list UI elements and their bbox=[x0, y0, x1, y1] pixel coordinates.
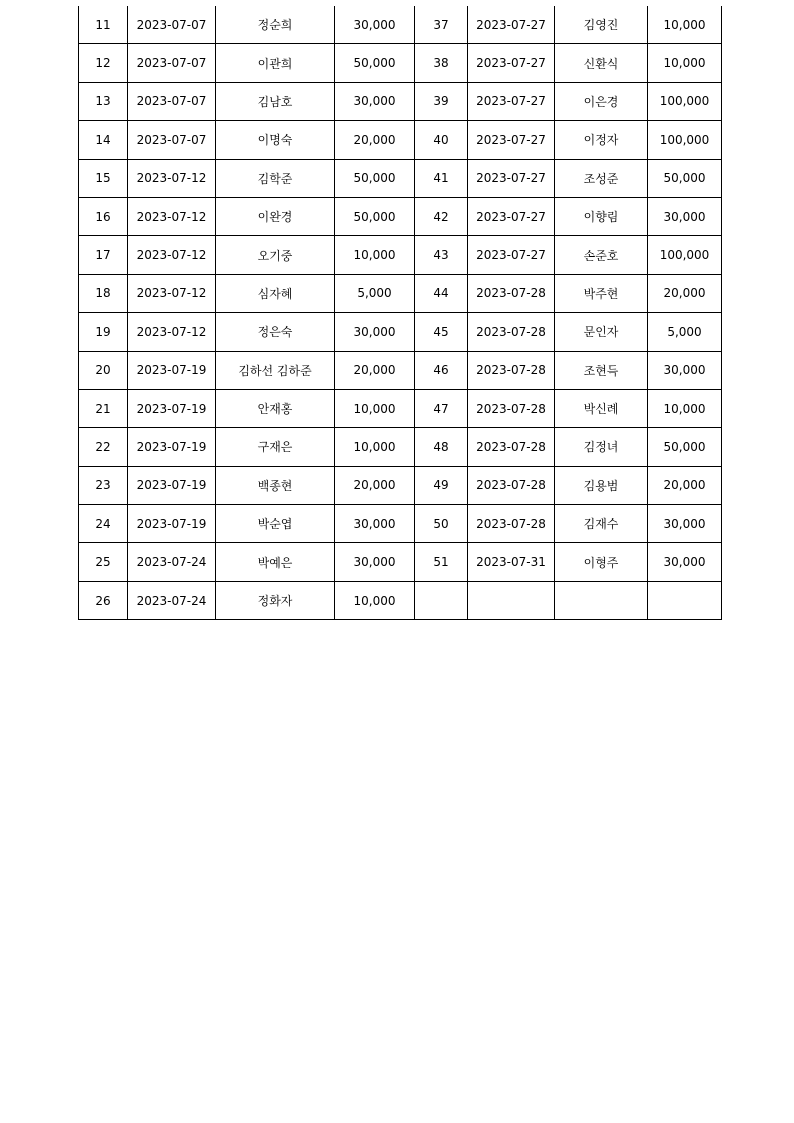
left-name-cell: 박순엽 bbox=[216, 505, 335, 543]
right-amount-cell: 30,000 bbox=[648, 543, 722, 581]
left-no-cell: 24 bbox=[79, 505, 128, 543]
right-amount-cell: 10,000 bbox=[648, 389, 722, 427]
left-name-cell: 김하선 김하준 bbox=[216, 351, 335, 389]
table-row bbox=[79, 543, 722, 581]
left-amount-cell: 10,000 bbox=[335, 428, 415, 466]
left-amount-cell: 50,000 bbox=[335, 44, 415, 82]
left-name-cell: 오기중 bbox=[216, 236, 335, 274]
right-amount-cell: 5,000 bbox=[648, 313, 722, 351]
left-date-cell: 2023-07-19 bbox=[128, 466, 216, 504]
right-amount-cell: 30,000 bbox=[648, 351, 722, 389]
left-date-cell: 2023-07-07 bbox=[128, 121, 216, 159]
table-row bbox=[79, 6, 722, 44]
right-amount-cell: 30,000 bbox=[648, 505, 722, 543]
right-date-cell: 2023-07-28 bbox=[468, 274, 555, 312]
right-name-cell: 조성준 bbox=[555, 159, 648, 197]
right-amount-cell: 10,000 bbox=[648, 44, 722, 82]
right-date-cell: 2023-07-28 bbox=[468, 428, 555, 466]
left-amount-cell: 10,000 bbox=[335, 236, 415, 274]
left-no-cell: 12 bbox=[79, 44, 128, 82]
left-name-cell: 이관희 bbox=[216, 44, 335, 82]
table-row bbox=[79, 313, 722, 351]
right-date-cell: 2023-07-27 bbox=[468, 44, 555, 82]
left-no-cell: 22 bbox=[79, 428, 128, 466]
right-amount-cell: 30,000 bbox=[648, 197, 722, 235]
table-row bbox=[79, 82, 722, 120]
right-name-cell: 박신례 bbox=[555, 389, 648, 427]
left-amount-cell: 30,000 bbox=[335, 505, 415, 543]
right-no-cell: 42 bbox=[415, 197, 468, 235]
right-date-cell: 2023-07-28 bbox=[468, 505, 555, 543]
right-amount-cell: 10,000 bbox=[648, 6, 722, 44]
right-name-cell: 김용범 bbox=[555, 466, 648, 504]
right-name-cell: 김영진 bbox=[555, 6, 648, 44]
left-no-cell: 11 bbox=[79, 6, 128, 44]
table-row bbox=[79, 505, 722, 543]
right-name-cell: 이정자 bbox=[555, 121, 648, 159]
left-date-cell: 2023-07-19 bbox=[128, 351, 216, 389]
right-name-cell: 신환식 bbox=[555, 44, 648, 82]
right-no-cell: 51 bbox=[415, 543, 468, 581]
left-date-cell: 2023-07-12 bbox=[128, 313, 216, 351]
right-amount-cell: 100,000 bbox=[648, 82, 722, 120]
left-date-cell: 2023-07-07 bbox=[128, 6, 216, 44]
left-name-cell: 정순희 bbox=[216, 6, 335, 44]
left-date-cell: 2023-07-07 bbox=[128, 82, 216, 120]
right-date-cell: 2023-07-28 bbox=[468, 466, 555, 504]
left-amount-cell: 10,000 bbox=[335, 581, 415, 619]
table-row bbox=[79, 581, 722, 619]
right-no-cell: 48 bbox=[415, 428, 468, 466]
right-date-cell: 2023-07-28 bbox=[468, 351, 555, 389]
right-no-cell: 46 bbox=[415, 351, 468, 389]
left-name-cell: 박예은 bbox=[216, 543, 335, 581]
left-amount-cell: 30,000 bbox=[335, 82, 415, 120]
left-name-cell: 안재홍 bbox=[216, 389, 335, 427]
right-amount-cell bbox=[648, 581, 722, 619]
donation-table bbox=[78, 6, 722, 620]
right-name-cell: 문인자 bbox=[555, 313, 648, 351]
left-no-cell: 25 bbox=[79, 543, 128, 581]
table-row bbox=[79, 389, 722, 427]
right-date-cell: 2023-07-27 bbox=[468, 197, 555, 235]
left-name-cell: 이완경 bbox=[216, 197, 335, 235]
table-row bbox=[79, 428, 722, 466]
left-no-cell: 16 bbox=[79, 197, 128, 235]
right-no-cell: 38 bbox=[415, 44, 468, 82]
right-no-cell: 47 bbox=[415, 389, 468, 427]
right-name-cell: 조현득 bbox=[555, 351, 648, 389]
right-name-cell: 이형주 bbox=[555, 543, 648, 581]
left-amount-cell: 5,000 bbox=[335, 274, 415, 312]
right-amount-cell: 100,000 bbox=[648, 236, 722, 274]
right-no-cell: 50 bbox=[415, 505, 468, 543]
right-no-cell: 44 bbox=[415, 274, 468, 312]
left-date-cell: 2023-07-24 bbox=[128, 543, 216, 581]
left-no-cell: 26 bbox=[79, 581, 128, 619]
left-amount-cell: 30,000 bbox=[335, 543, 415, 581]
right-name-cell: 박주현 bbox=[555, 274, 648, 312]
left-no-cell: 15 bbox=[79, 159, 128, 197]
right-date-cell: 2023-07-27 bbox=[468, 82, 555, 120]
table-row bbox=[79, 159, 722, 197]
table-row bbox=[79, 466, 722, 504]
right-name-cell: 손준호 bbox=[555, 236, 648, 274]
left-date-cell: 2023-07-12 bbox=[128, 159, 216, 197]
table-row bbox=[79, 351, 722, 389]
right-date-cell: 2023-07-31 bbox=[468, 543, 555, 581]
left-date-cell: 2023-07-19 bbox=[128, 428, 216, 466]
left-name-cell: 구재은 bbox=[216, 428, 335, 466]
right-name-cell: 이향림 bbox=[555, 197, 648, 235]
donation-table-body bbox=[79, 6, 722, 620]
right-date-cell: 2023-07-27 bbox=[468, 6, 555, 44]
right-no-cell: 40 bbox=[415, 121, 468, 159]
left-no-cell: 20 bbox=[79, 351, 128, 389]
left-date-cell: 2023-07-24 bbox=[128, 581, 216, 619]
right-date-cell: 2023-07-28 bbox=[468, 389, 555, 427]
right-date-cell bbox=[468, 581, 555, 619]
left-name-cell: 김학준 bbox=[216, 159, 335, 197]
left-date-cell: 2023-07-07 bbox=[128, 44, 216, 82]
left-amount-cell: 50,000 bbox=[335, 197, 415, 235]
left-no-cell: 17 bbox=[79, 236, 128, 274]
left-amount-cell: 20,000 bbox=[335, 121, 415, 159]
right-amount-cell: 100,000 bbox=[648, 121, 722, 159]
left-date-cell: 2023-07-19 bbox=[128, 505, 216, 543]
right-date-cell: 2023-07-28 bbox=[468, 313, 555, 351]
left-no-cell: 18 bbox=[79, 274, 128, 312]
left-date-cell: 2023-07-12 bbox=[128, 197, 216, 235]
left-name-cell: 김남호 bbox=[216, 82, 335, 120]
left-name-cell: 정은숙 bbox=[216, 313, 335, 351]
left-date-cell: 2023-07-12 bbox=[128, 236, 216, 274]
left-amount-cell: 20,000 bbox=[335, 351, 415, 389]
table-row bbox=[79, 274, 722, 312]
right-no-cell bbox=[415, 581, 468, 619]
left-name-cell: 정화자 bbox=[216, 581, 335, 619]
right-amount-cell: 50,000 bbox=[648, 159, 722, 197]
table-row bbox=[79, 197, 722, 235]
left-date-cell: 2023-07-12 bbox=[128, 274, 216, 312]
right-date-cell: 2023-07-27 bbox=[468, 236, 555, 274]
right-no-cell: 43 bbox=[415, 236, 468, 274]
table-row bbox=[79, 236, 722, 274]
right-amount-cell: 50,000 bbox=[648, 428, 722, 466]
right-no-cell: 49 bbox=[415, 466, 468, 504]
left-no-cell: 14 bbox=[79, 121, 128, 159]
left-amount-cell: 30,000 bbox=[335, 6, 415, 44]
right-name-cell: 김정녀 bbox=[555, 428, 648, 466]
left-no-cell: 21 bbox=[79, 389, 128, 427]
left-amount-cell: 10,000 bbox=[335, 389, 415, 427]
left-amount-cell: 30,000 bbox=[335, 313, 415, 351]
left-amount-cell: 20,000 bbox=[335, 466, 415, 504]
right-no-cell: 39 bbox=[415, 82, 468, 120]
right-date-cell: 2023-07-27 bbox=[468, 159, 555, 197]
right-no-cell: 37 bbox=[415, 6, 468, 44]
right-name-cell: 김재수 bbox=[555, 505, 648, 543]
right-name-cell bbox=[555, 581, 648, 619]
left-no-cell: 13 bbox=[79, 82, 128, 120]
left-no-cell: 19 bbox=[79, 313, 128, 351]
left-amount-cell: 50,000 bbox=[335, 159, 415, 197]
left-no-cell: 23 bbox=[79, 466, 128, 504]
left-name-cell: 심자혜 bbox=[216, 274, 335, 312]
right-name-cell: 이은경 bbox=[555, 82, 648, 120]
left-name-cell: 백종현 bbox=[216, 466, 335, 504]
table-row bbox=[79, 121, 722, 159]
left-name-cell: 이명숙 bbox=[216, 121, 335, 159]
right-no-cell: 41 bbox=[415, 159, 468, 197]
right-amount-cell: 20,000 bbox=[648, 466, 722, 504]
right-amount-cell: 20,000 bbox=[648, 274, 722, 312]
table-row bbox=[79, 44, 722, 82]
right-date-cell: 2023-07-27 bbox=[468, 121, 555, 159]
right-no-cell: 45 bbox=[415, 313, 468, 351]
left-date-cell: 2023-07-19 bbox=[128, 389, 216, 427]
